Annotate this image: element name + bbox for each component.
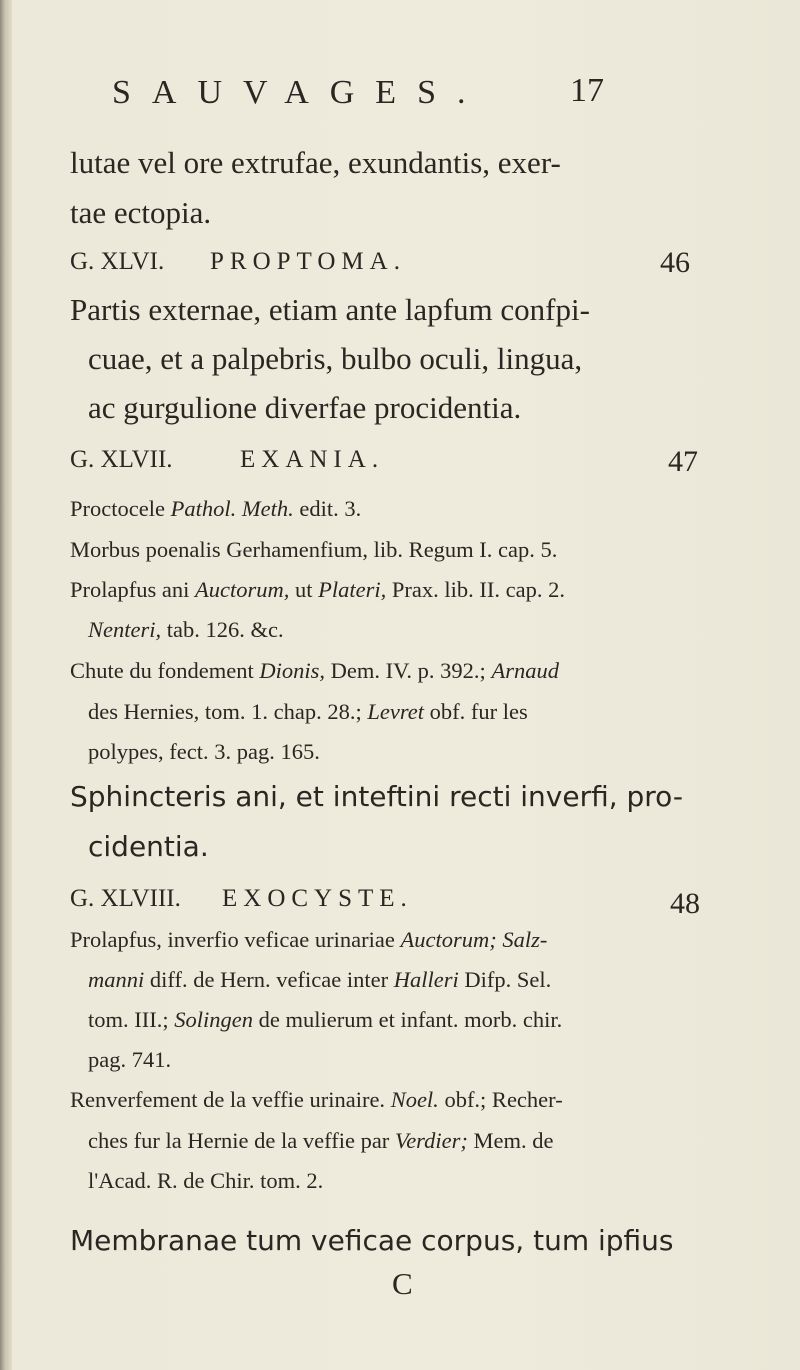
reference-line: Prolapfus, inverfio veficae urinariae Auctorum; Salz- xyxy=(70,927,548,952)
reference-line: des Hernies, tom. 1. chap. 28.; Levret obf. fur les xyxy=(88,699,528,724)
reference-line: Chute du fondement Dionis, Dem. IV. p. 392.; Arnaud xyxy=(70,658,559,683)
genus-number: 48 xyxy=(670,887,700,920)
running-head: SAUVAGES. xyxy=(112,74,487,111)
reference-line: pag. 741. xyxy=(88,1047,172,1072)
catchword: C xyxy=(392,1266,413,1301)
genus-number: 47 xyxy=(668,445,698,478)
reference-line: polypes, fect. 3. pag. 165. xyxy=(88,739,320,764)
genus-label: G. XLVIII. xyxy=(70,885,181,912)
genus-name: EXANIA. xyxy=(240,446,385,473)
reference-line: Nenteri, tab. 126. &c. xyxy=(88,617,284,642)
text-line: Sphincteris ani, et inteftini recti inverfi, pro- xyxy=(70,780,683,813)
genus-heading xyxy=(70,885,710,913)
text-line: Membranae tum veficae corpus, tum ipfius xyxy=(70,1224,674,1257)
text-line: ac gurgulione diverfae procidentia. xyxy=(88,390,522,425)
genus-number: 46 xyxy=(660,246,690,279)
text-line: Partis externae, etiam ante lapfum confpi- xyxy=(70,292,590,327)
reference-line: ches fur la Hernie de la veffie par Verdier; Mem. de xyxy=(88,1128,554,1153)
genus-label: G. XLVI. xyxy=(70,248,165,275)
page-gutter-shadow xyxy=(0,0,12,1370)
text-line: tae ectopia. xyxy=(70,195,212,230)
genus-name: PROPTOMA. xyxy=(210,248,406,275)
text-line: lutae vel ore extrufae, exundantis, exer- xyxy=(70,145,561,180)
reference-line: Renverfement de la veffie urinaire. Noel. obf.; Recher- xyxy=(70,1087,563,1112)
reference-line: manni diff. de Hern. veficae inter Halleri Difp. Sel. xyxy=(88,967,552,992)
reference-line: Morbus poenalis Gerhamenfium, lib. Regum I. cap. 5. xyxy=(70,537,558,562)
page-number: 17 xyxy=(570,72,604,109)
genus-name: EXOCYSTE. xyxy=(222,885,413,912)
reference-line: Prolapfus ani Auctorum, ut Plateri, Prax. lib. II. cap. 2. xyxy=(70,577,565,602)
text-line: cidentia. xyxy=(88,830,209,863)
text-line: cuae, et a palpebris, bulbo oculi, lingua, xyxy=(88,341,583,376)
genus-heading xyxy=(70,248,710,276)
reference-line: Proctocele Pathol. Meth. edit. 3. xyxy=(70,496,362,521)
genus-heading xyxy=(70,446,710,474)
reference-line: l'Acad. R. de Chir. tom. 2. xyxy=(88,1168,324,1193)
reference-line: tom. III.; Solingen de mulierum et infant. morb. chir. xyxy=(88,1007,563,1032)
genus-label: G. XLVII. xyxy=(70,446,173,473)
